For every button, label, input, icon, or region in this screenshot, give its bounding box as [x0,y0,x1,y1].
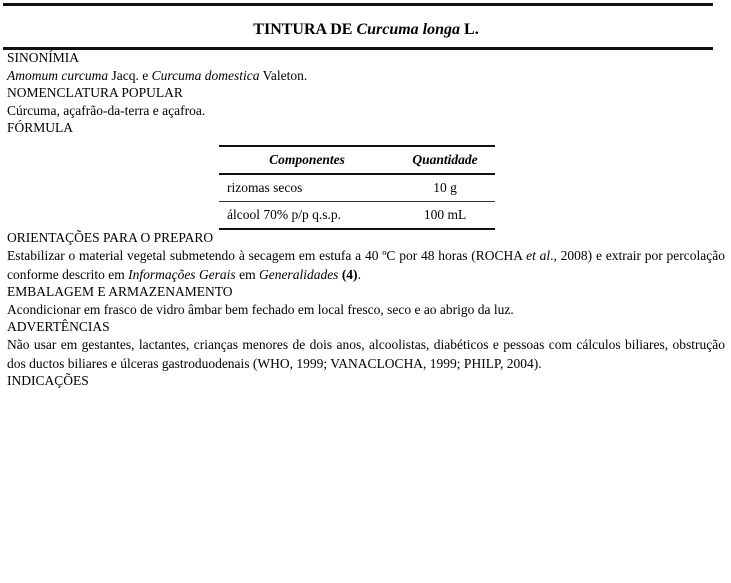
formula-table-header-quantidade: Quantidade [395,146,495,174]
table-row [219,202,495,230]
component-cell: rizomas secos [219,174,395,202]
page-title: TINTURA DE Curcuma longa L. [253,21,479,38]
top-rule [3,3,713,6]
formula-table [219,145,495,230]
section-heading-indicacoes: INDICAÇÕES [7,373,89,388]
quantity-cell: 100 mL [423,207,467,222]
section-heading-embalagem-armazenamento: EMBALAGEM E ARMAZENAMENTO [7,284,233,299]
table-row [219,174,495,202]
sinonimia-text: Amomum curcuma Jacq. e Curcuma domestica Valeton. [7,68,308,83]
section-heading-orientacoes-preparo: ORIENTAÇÕES PARA O PREPARO [7,230,214,245]
formula-table-header-row [219,146,495,174]
monograph-page [0,3,731,583]
orientacoes-preparo-text: Estabilizar o material vegetal submetendo à secagem em estufa a 40 ºC por 48 horas (ROCHA et al., 2008) e extrair por percolação conforme descrito em Informações Gerais em Generalidades (4). [7,248,725,282]
section-heading-sinonimia: SINONÍMIA [7,50,79,65]
section-heading-nomenclatura-popular: NOMENCLATURA POPULAR [7,85,183,100]
nomenclatura-popular-text: Cúrcuma, açafrão-da-terra e açafroa. [7,103,206,118]
formula-table-header-componentes: Componentes [219,146,395,174]
component-cell: álcool 70% p/p q.s.p. [227,207,341,222]
quantity-cell: 10 g [395,174,495,202]
advertencias-text: Não usar em gestantes, lactantes, crianças menores de dois anos, alcoolistas, diabéticos e pessoas com cálculos biliares, obstrução dos ductos biliares e úlceras gastroduodenais (WHO, 1999; VANACLOCHA, 1999; PHILP, 2004). [7,337,725,371]
section-heading-advertencias: ADVERTÊNCIAS [7,319,110,334]
section-heading-formula: FÓRMULA [7,120,74,135]
embalagem-armazenamento-text: Acondicionar em frasco de vidro âmbar bem fechado em local fresco, seco e ao abrigo da luz. [7,302,514,317]
